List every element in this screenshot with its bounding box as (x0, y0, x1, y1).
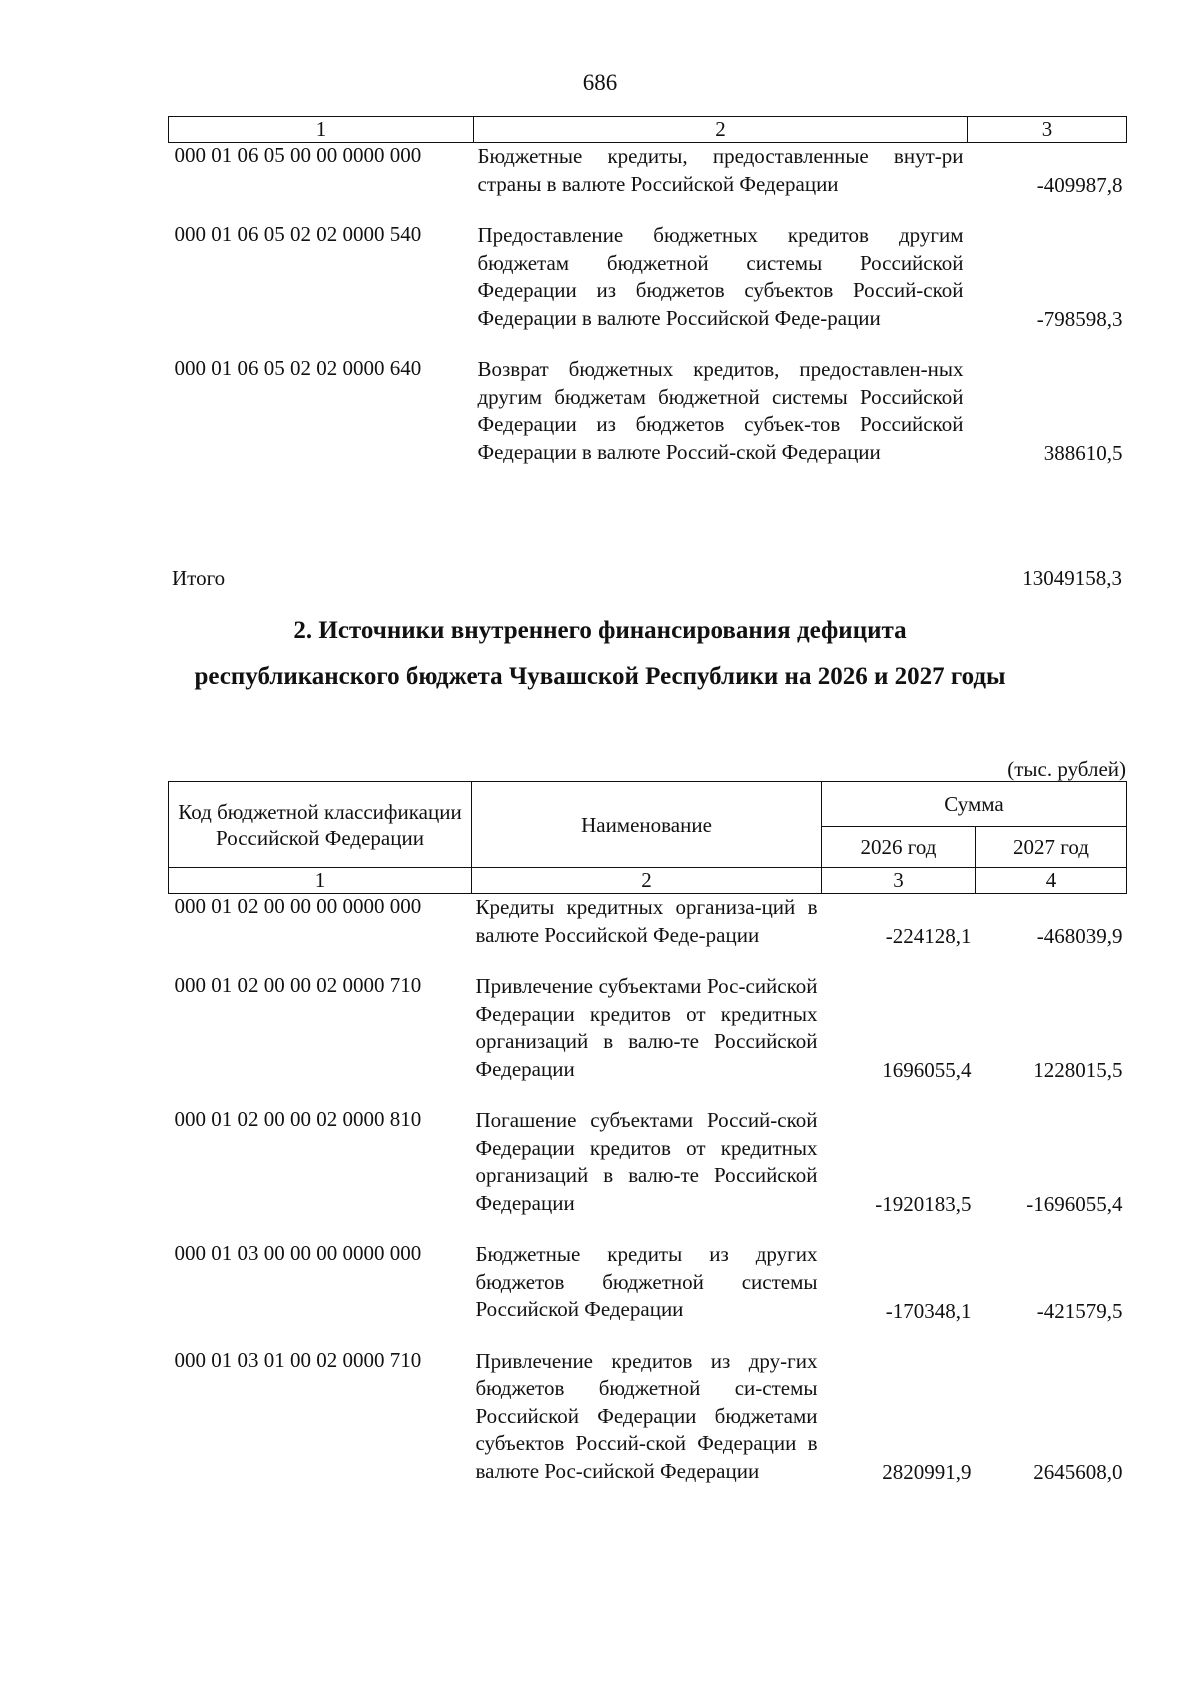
column-number: 3 (822, 868, 976, 894)
unit-label: (тыс. рублей) (1007, 757, 1126, 781)
table-row (169, 973, 1127, 1107)
financing-sources-table (168, 781, 1127, 1485)
budget-code: 000 01 02 00 00 02 0000 810 (174, 1107, 422, 1131)
total-label: Итого (172, 566, 226, 590)
column-number: 3 (968, 117, 1127, 143)
item-name: Предоставление бюджетных кредитов другим бюджетам бюджетной системы Российской Федерации из бюджетов субъектов Россий-ской Федерации в валюте Российской Феде-рации (477, 223, 964, 330)
section-title-line-2: республиканского бюджета Чувашской Республики на 2026 и 2027 годы (194, 663, 1006, 690)
header-year-2027: 2027 год (976, 827, 1127, 868)
amount-2027: 2645608,0 (1033, 1460, 1123, 1484)
column-number: 1 (169, 868, 472, 894)
header-row (169, 782, 1127, 827)
table-row (169, 356, 1127, 490)
item-name: Бюджетные кредиты, предоставленные внут-ри страны в валюте Российской Федерации (477, 144, 964, 196)
table-row (169, 222, 1127, 356)
budget-code: 000 01 02 00 00 00 0000 000 (174, 894, 422, 918)
item-name: Привлечение субъектами Рос-сийской Федерации кредитов от кредитных организаций в валю-те Российской Федерации (475, 974, 818, 1081)
item-name: Привлечение кредитов из дру-гих бюджетов бюджетной си-стемы Российской Федерации бюджетами субъектов Россий-ской Федерации в валюте Рос-сийской Федерации (475, 1348, 818, 1483)
sources-table-continued (168, 116, 1127, 490)
amount-2026: -224128,1 (885, 924, 972, 948)
column-number: 2 (472, 868, 822, 894)
column-number-row (169, 117, 1127, 143)
amount: 388610,5 (1043, 441, 1123, 465)
budget-code: 000 01 06 05 00 00 0000 000 (174, 143, 422, 167)
budget-code: 000 01 03 00 00 00 0000 000 (174, 1241, 422, 1265)
budget-code: 000 01 02 00 00 02 0000 710 (174, 973, 422, 997)
budget-code: 000 01 06 05 02 02 0000 540 (174, 222, 422, 246)
amount-2026: -170348,1 (885, 1298, 972, 1323)
amount: -409987,8 (1036, 173, 1123, 197)
header-year-2026: 2026 год (822, 827, 976, 868)
item-name: Возврат бюджетных кредитов, предоставлен-ных другим бюджетам бюджетной системы Российской Федерации из бюджетов субъек-тов Российской Федерации в валюте Россий-ской Федерации (477, 357, 964, 464)
table-row (169, 1241, 1127, 1348)
budget-code: 000 01 03 01 00 02 0000 710 (174, 1347, 422, 1372)
amount-2026: 1696055,4 (882, 1058, 972, 1082)
header-code: Код бюджетной классификации Российской Федерации (169, 782, 472, 868)
amount-2026: -1920183,5 (875, 1192, 972, 1216)
header-sum: Сумма (822, 782, 1127, 827)
table-row (169, 143, 1127, 223)
section-title-line-1: 2. Источники внутреннего финансирования дефицита (293, 617, 907, 644)
amount-2027: 1228015,5 (1033, 1058, 1123, 1082)
column-number: 2 (474, 117, 968, 143)
amount: -798598,3 (1036, 307, 1123, 331)
column-number-row (169, 868, 1127, 894)
total-value: 13049158,3 (1022, 566, 1122, 590)
table-row (169, 894, 1127, 974)
item-name: Погашение субъектами Россий-ской Федерации кредитов от кредитных организаций в валю-те Российской Федерации (475, 1108, 818, 1215)
amount-2027: -468039,9 (1036, 924, 1123, 948)
amount-2027: -1696055,4 (1026, 1192, 1123, 1216)
header-name: Наименование (472, 782, 822, 868)
item-name: Кредиты кредитных организа-ций в валюте Российской Феде-рации (475, 895, 818, 947)
page-number: 686 (582, 70, 618, 95)
amount-2026: 2820991,9 (882, 1460, 972, 1484)
item-name: Бюджетные кредиты из других бюджетов бюджетной системы Российской Федерации (475, 1242, 818, 1321)
budget-code: 000 01 06 05 02 02 0000 640 (174, 356, 422, 380)
column-number: 4 (976, 868, 1127, 894)
table-row (169, 1348, 1127, 1486)
column-number: 1 (169, 117, 474, 143)
table-row (169, 1107, 1127, 1241)
amount-2027: -421579,5 (1036, 1298, 1123, 1323)
